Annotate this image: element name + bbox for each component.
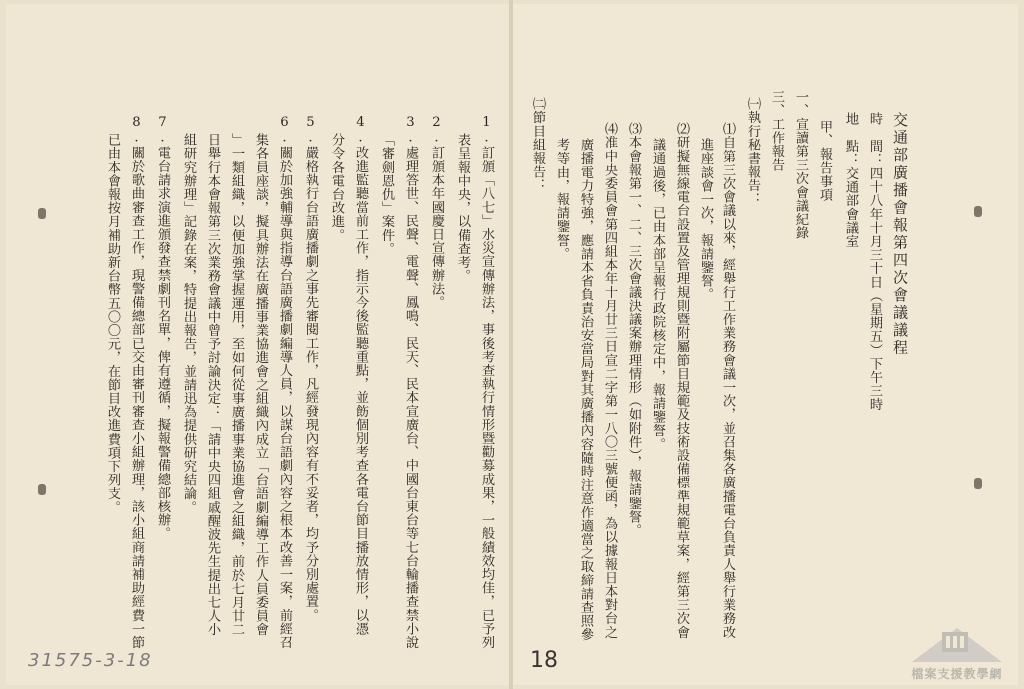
text-line: 組研究辦理」記錄在案，特提出報告，並請迅為提供研究結論。 [181,133,196,514]
text-line: 廣播電力特強，應請本省負責治安當局對其廣播內容隨時注意作適當之取締請查照參 [578,138,593,642]
text-line: 「審劍恩仇」案件。 [379,133,394,256]
section-heading: 甲、報告事項 [817,120,832,202]
agenda-item-3: 三、工作報告 [769,90,784,172]
text-line: ⑵研擬無線電台設置及管理規則暨附屬節目規範及技術設備標準規範草案，經第三次會 [674,122,689,639]
staple-mark [974,478,982,489]
watermark-logo [902,612,1012,682]
staple-mark [38,484,46,495]
text-line: 3.處理答世、民聲、電聲、鳳鳴、民天、民本宣廣台、中國台東台等七台輪播查禁小說 [403,115,418,649]
text-line: 4.改進監聽當前工作，指示今後監聽重點，並飭個別考查各電台節目播放情形，以憑 [353,115,368,636]
text-line: 8.關於歌曲審查工作，現警備總部已交由審刊審查小組辦理，該小組商請補助經費一節 [129,115,144,649]
subsection-heading: ㈠執行秘書報告： [745,97,760,206]
subsection-heading: ㈡節目組報告： [530,97,545,193]
archive-building-icon [902,612,1012,664]
text-line: 」一類組織，以便加強掌握運用，至如何從事廣播事業協進會之組織，前於七月廿二 [229,133,244,637]
staple-mark [38,208,46,219]
archive-number: 31575-3-18 [28,650,153,671]
text-line: 日舉行本會報第三次業務會議中曾予討論決定：「請中央四組戚醒波先生提出七人小 [205,133,220,637]
text-line: ⑷准中央委員會第四組本年十月廿三日宣二字第一八〇三號便函，為以據報日本對台之 [602,122,617,639]
text-line: 分令各電台改進。 [329,133,344,242]
text-line: 集各員座談，擬具辦法在廣播事業協進會之組織內成立「台語劇編導工作人員委員會 [253,133,268,637]
text-line: 1.訂頒「八七」水災宣傳辦法，事後考查執行情形暨勸募成果，一般績效均佳，已予列 [479,115,494,649]
agenda-item-1: 一、宣讀第三次會議紀錄 [793,90,808,240]
text-line: 2.訂頒本年國慶日宣傳辦法。 [429,115,444,309]
text-line: 7.電台請求演進頒發查禁劇刊名單，俾有遵循，擬報警備總部核辦。 [155,115,170,541]
watermark-text: 檔案支援教學網 [911,667,1003,681]
text-line: 已由本會報按月補助新台幣五〇〇元，在節目改進費項下列支。 [105,133,120,514]
text-line: ⑶本會報第一、二、三次會議決議案辦理情形（如附件），報請鑒詧。 [626,122,641,537]
text-line: 5.嚴格執行台語廣播劇之事先審閱工作，凡經發現內容有不妥者，均予分別處置。 [303,115,318,622]
meeting-time: 時 間：四十八年十月三十日（星期五）下午三時 [867,112,882,412]
text-line: 表呈報中央，以備查考。 [455,133,470,283]
book-spine [509,0,513,689]
page-number: 18 [530,648,558,673]
text-line: 考等由，報請鑒詧。 [554,138,569,261]
text-line: 議通過後，已由本部呈報行政院核定中，報請鑒詧。 [650,138,665,451]
text-line: 進座談會一次，報請鑒詧。 [698,138,713,302]
document-title: 交通部廣播會報第四次會議議程 [891,112,909,357]
text-line: 6.關於加強輔導與指導台語廣播劇編導人員，以謀台語劇內容之根本改善一案，前經召 [277,115,292,649]
meeting-place: 地 點：交通部會議室 [843,112,858,248]
text-line: ⑴自第三次會議以來，經舉行工作業務會議一次，並召集各廣播電台負責人舉行業務改 [720,122,735,639]
staple-mark [974,206,982,217]
